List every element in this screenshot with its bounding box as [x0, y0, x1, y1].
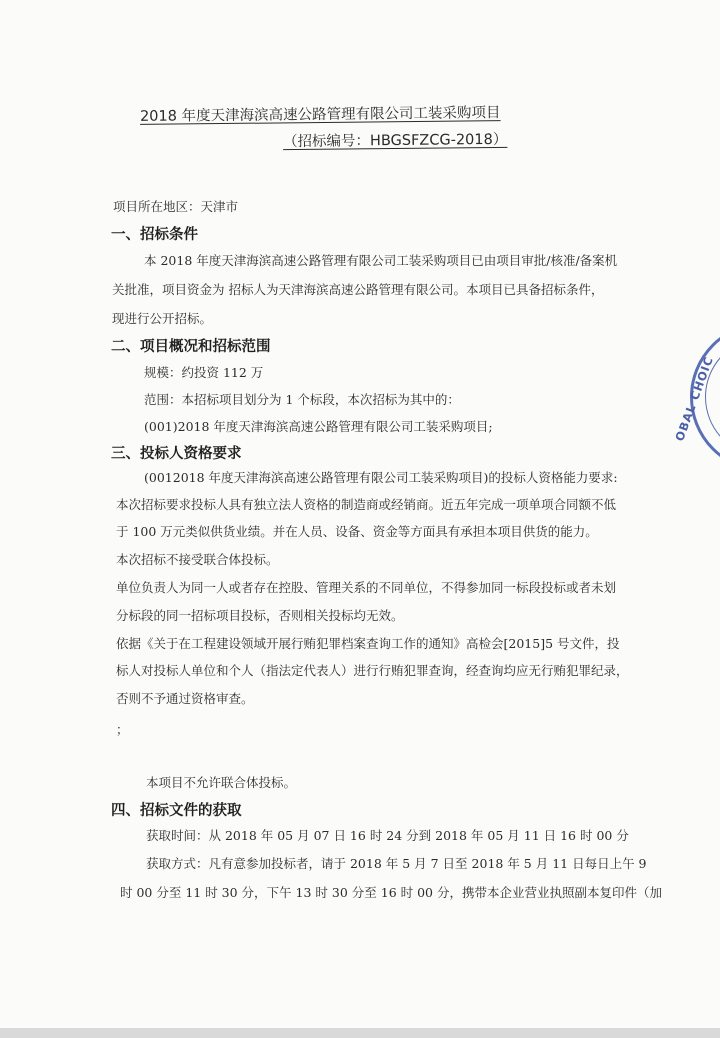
paragraph-line: 依据《关于在工程建设领域开展行贿犯罪档案查询工作的通知》高检会[2015]5 号文件，投	[116, 636, 620, 651]
section-heading-1: 一、招标条件	[111, 226, 198, 243]
document-title: 2018 年度天津海滨高速公路管理有限公司工装采购项目	[139, 105, 501, 125]
section-heading-4: 四、招标文件的获取	[111, 802, 242, 819]
certification-stamp	[672, 322, 720, 472]
paragraph-line: 关批准，项目资金为 招标人为天津海滨高速公路管理有限公司。本项目已具备招标条件，	[112, 282, 604, 297]
paragraph-line: 本次招标要求投标人具有独立法人资格的制造商或经销商。近五年完成一项单项合同额不低	[116, 497, 617, 512]
paragraph-line: 否则不予通过资格审查。	[116, 691, 254, 706]
paragraph-line: 分标段的同一招标项目投标，否则相关投标均无效。	[116, 608, 404, 623]
section-heading-3: 三、投标人资格要求	[111, 445, 242, 462]
paragraph-line: 获取时间：从 2018 年 05 月 07 日 16 时 24 分到 2018 年 05 月 11 日 16 时 00 分	[146, 828, 629, 843]
bid-number: （招标编号：HBGSFZCG-2018）	[282, 131, 508, 151]
project-lot: (001)2018 年度天津海滨高速公路管理有限公司工装采购项目;	[144, 419, 493, 434]
paragraph-line: 单位负责人为同一人或者存在控股、管理关系的不同单位，不得参加同一标段投标或者未划	[116, 580, 617, 595]
paragraph-line: 获取方式：凡有意参加投标者，请于 2018 年 5 月 7 日至 2018 年 5 月 11 日每日上午 9	[146, 856, 647, 871]
paragraph-line: (0012018 年度天津海滨高速公路管理有限公司工装采购项目)的投标人资格能力要求:	[144, 470, 618, 485]
page-bottom-edge	[0, 1028, 720, 1038]
project-scope: 范围：本招标项目划分为 1 个标段，本次招标为其中的：	[144, 392, 460, 407]
section-heading-2: 二、项目概况和招标范围	[111, 338, 271, 355]
paragraph-line: ；	[116, 722, 129, 737]
project-location: 项目所在地区：天津市	[113, 199, 239, 214]
stamp-text: OBAL CHOIC	[672, 354, 717, 444]
paragraph-line: 标人对投标人单位和个人（指法定代表人）进行行贿犯罪查询，经查询均应无行贿犯罪纪录，	[116, 663, 629, 678]
paragraph-line: 本次招标不接受联合体投标。	[116, 552, 279, 567]
paragraph-line: 时 00 分至 11 时 30 分，下午 13 时 30 分至 16 时 00 分，携带本企业营业执照副本复印件（加	[120, 885, 662, 900]
project-scale: 规模：约投资 112 万	[144, 365, 264, 380]
paragraph-line: 于 100 万元类似供货业绩。并在人员、设备、资金等方面具有承担本项目供货的能力。	[116, 524, 598, 539]
paragraph-line: 本项目不允许联合体投标。	[146, 775, 297, 790]
paragraph-line: 本 2018 年度天津海滨高速公路管理有限公司工装采购项目已由项目审批/核准/备案机	[144, 253, 618, 268]
paragraph-line: 现进行公开招标。	[112, 311, 213, 326]
